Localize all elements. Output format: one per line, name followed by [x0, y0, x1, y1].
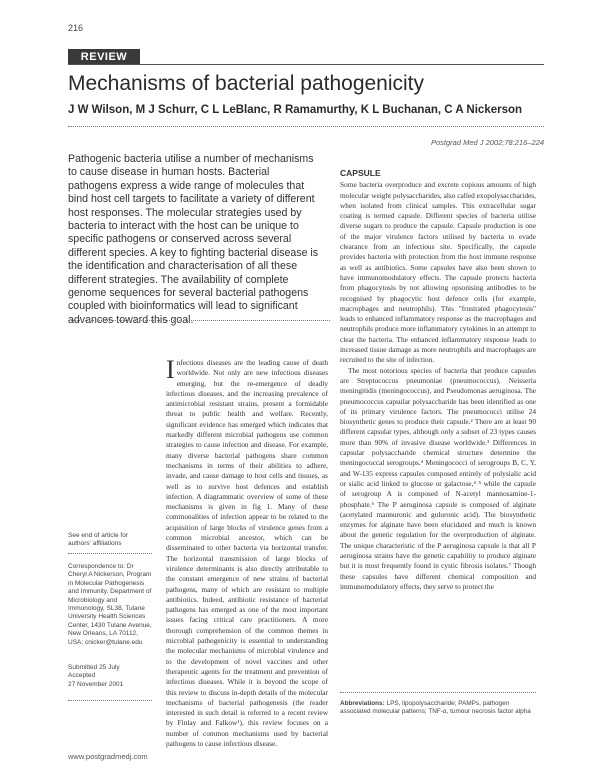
- sidenote-divider-bottom: [68, 700, 152, 701]
- sidenote-divider: [68, 553, 152, 554]
- introduction-text: [166, 355, 328, 749]
- submission-dates: Submitted 25 July Accepted 27 November 2001: [68, 664, 124, 688]
- author-list: J W Wilson, M J Schurr, C L LeBlanc, R Ramamurthy, K L Buchanan, C A Nickerson: [68, 104, 523, 116]
- correspondence-note: Correspondence to: Dr Cheryl A Nickerson, Program in Molecular Pathogenesis and Immunity, Department of Microbiology and Immunology, SL38, Tulane University Health Sciences Center, 1430 Tulane Avenue, New Orleans, LA 70112, USA; cnicker@tulane.edu: [68, 563, 152, 646]
- section-heading-capsule: CAPSULE: [340, 168, 381, 178]
- section-label: REVIEW: [68, 49, 140, 65]
- header-divider: [68, 126, 544, 127]
- article-title: Mechanisms of bacterial pathogenicity: [68, 72, 425, 95]
- abstract: Pathogenic bacteria utilise a number of mechanisms to cause disease in human hosts. Bacterial pathogens express a wide range of molecules that bind host cell targets to facilitate a variety of different host responses. The molecular strategies used by bacteria to interact with the host can be unique to specific pathogens or conserved across several different species. A key to fighting bacterial disease is the identification and characterisation of all these different strategies. The availability of complete genome sequences for several bacterial pathogens coupled with bioinformatics will lead to significant advances toward this goal.: [68, 153, 319, 326]
- journal-url[interactable]: www.postgradmedj.com: [68, 752, 148, 761]
- abbreviations-label: Abbreviations:: [340, 700, 385, 707]
- capsule-paragraph-1: Some bacteria overproduce and excrete copious amounts of high molecular weight polysaccharides, also called exopolysaccharides, when isolated from clinical samples. This extracellular sugar coating is termed capsule. Different species of bacteria utilise diverse sugars to produce the capsule. Capsule production is one of the major virulence factors utilised by bacteria to evade clearance from an infectious site. Specifically, the capsule provides bacteria with protection from the host immune response as well as antibiotics. Some capsules have also been shown to have immunomodulatory effects. The capsule protects bacteria from phagocytosis by not allowing opsonising antibodies to be recognised by phagocytic host defence cells (for example, macrophages and neutrophils). This "frustrated phagocytosis" leads to enhanced inflammatory response as the macrophages and neutrophils produce more inflammatory cytokines in an attempt to clear the bacteria. The enhanced inflammatory response leads to increased tissue damage as more neutrophils and macrophages are recruited to the site of infection.: [340, 180, 536, 365]
- affiliations-note: See end of article for authors' affiliations: [68, 532, 128, 548]
- abbreviations-divider: [340, 692, 536, 693]
- abbreviations: [340, 700, 536, 717]
- page-number: 216: [68, 23, 84, 33]
- capsule-section: [340, 168, 536, 592]
- abstract-divider: [68, 320, 330, 321]
- abbreviations-text: LPS, lipopolysaccharide; PAMPs, pathogen associated molecular patterns; TNF-α, tumour necrosis factor alpha: [340, 700, 531, 716]
- section-rule: [68, 64, 544, 65]
- capsule-paragraph-2: The most notorious species of bacteria that produce capsules are Streptococcus pneumoniae (pneumococcus), Neisseria meningitidis (meningococcus), and Pseudomonas aeruginosa. The pneumococcus capsular polysaccharide has been identified as one of its primary virulence factors. The pneumococci utilise 24 biosynthetic genes to produce their capsule.² There are at least 90 different capsular types, although only a subset of 23 types causes more than 90% of invasive disease worldwide.³ Differences in capsular polysaccharide chemical structure determine the meningococcal serogroups.⁴ Meningococci of serogroups B, C, Y, and W-135 express capsules composed entirely of polysialic acid or sialic acid linked to glucose or galactose,⁴ ⁵ while the capsule of serogroup A is composed of N-acetyl mannosamine-1-phosphate.⁶ The P aeruginosa capsule is composed of alginate (acetylated mannuronic and guluronic acid). The biosynthetic enzymes for alginate have been elucidated and much is known about the genetic regulation for the overproduction of alginate. The unique characteristic of the P aeruginosa capsule is that all P aeruginosa strains have the genetic capability to produce alginate but it is most frequently found in cystic fibrosis isolates.⁷ Though these capsules have different chemical composition and immunomodulatory effects, they serve to protect the: [340, 365, 536, 591]
- drop-cap: I: [166, 355, 175, 384]
- journal-citation: Postgrad Med J 2002;78:216–224: [430, 138, 544, 147]
- intro-paragraph: nfectious diseases are the leading cause of death worldwide. Not only are new infectious diseases emerging, but the re-emergence of deadly infectious diseases, and the increasing prevalence of antimicrobial resistant strains, present a formidable threat to public health and welfare. Recently, significant evidence has emerged which indicates that markedly different microbial pathogens use common strategies to cause infection and disease. For example, many diverse bacterial pathogens share common mechanisms in terms of their abilities to adhere, invade, and cause damage to host cells and tissues, as well as to survive host defences and establish infection. A diagrammatic overview of some of these mechanisms is given in fig 1. Many of these commonalities of infection appear to be related to the acquisition of large blocks of virulence genes from a common microbial ancestor, which can be disseminated to other bacteria via horizontal transfer. The horizontal transmission of large blocks of virulence determinants is also directly attributable to the constant emergence of new strains of bacterial pathogens, many of which are resistant to multiple antibiotics. Indeed, antibiotic resistance of bacterial pathogens has emerged as one of the most important issues facing critical care practitioners. A more thorough comprehension of the common themes in microbial pathogenicity is essential to understanding the molecular mechanisms of microbial virulence and to the development of novel vaccines and other therapeutic agents for the treatment and prevention of infectious diseases. While it is beyond the scope of this review to discuss in-depth details of the molecular mechanisms of bacterial pathogenesis (the reader interested in such detail is referred to a recent review by Finlay and Falkow¹), this review focuses on a number of common mechanisms used by bacterial pathogens to cause infectious disease.: [166, 358, 328, 748]
